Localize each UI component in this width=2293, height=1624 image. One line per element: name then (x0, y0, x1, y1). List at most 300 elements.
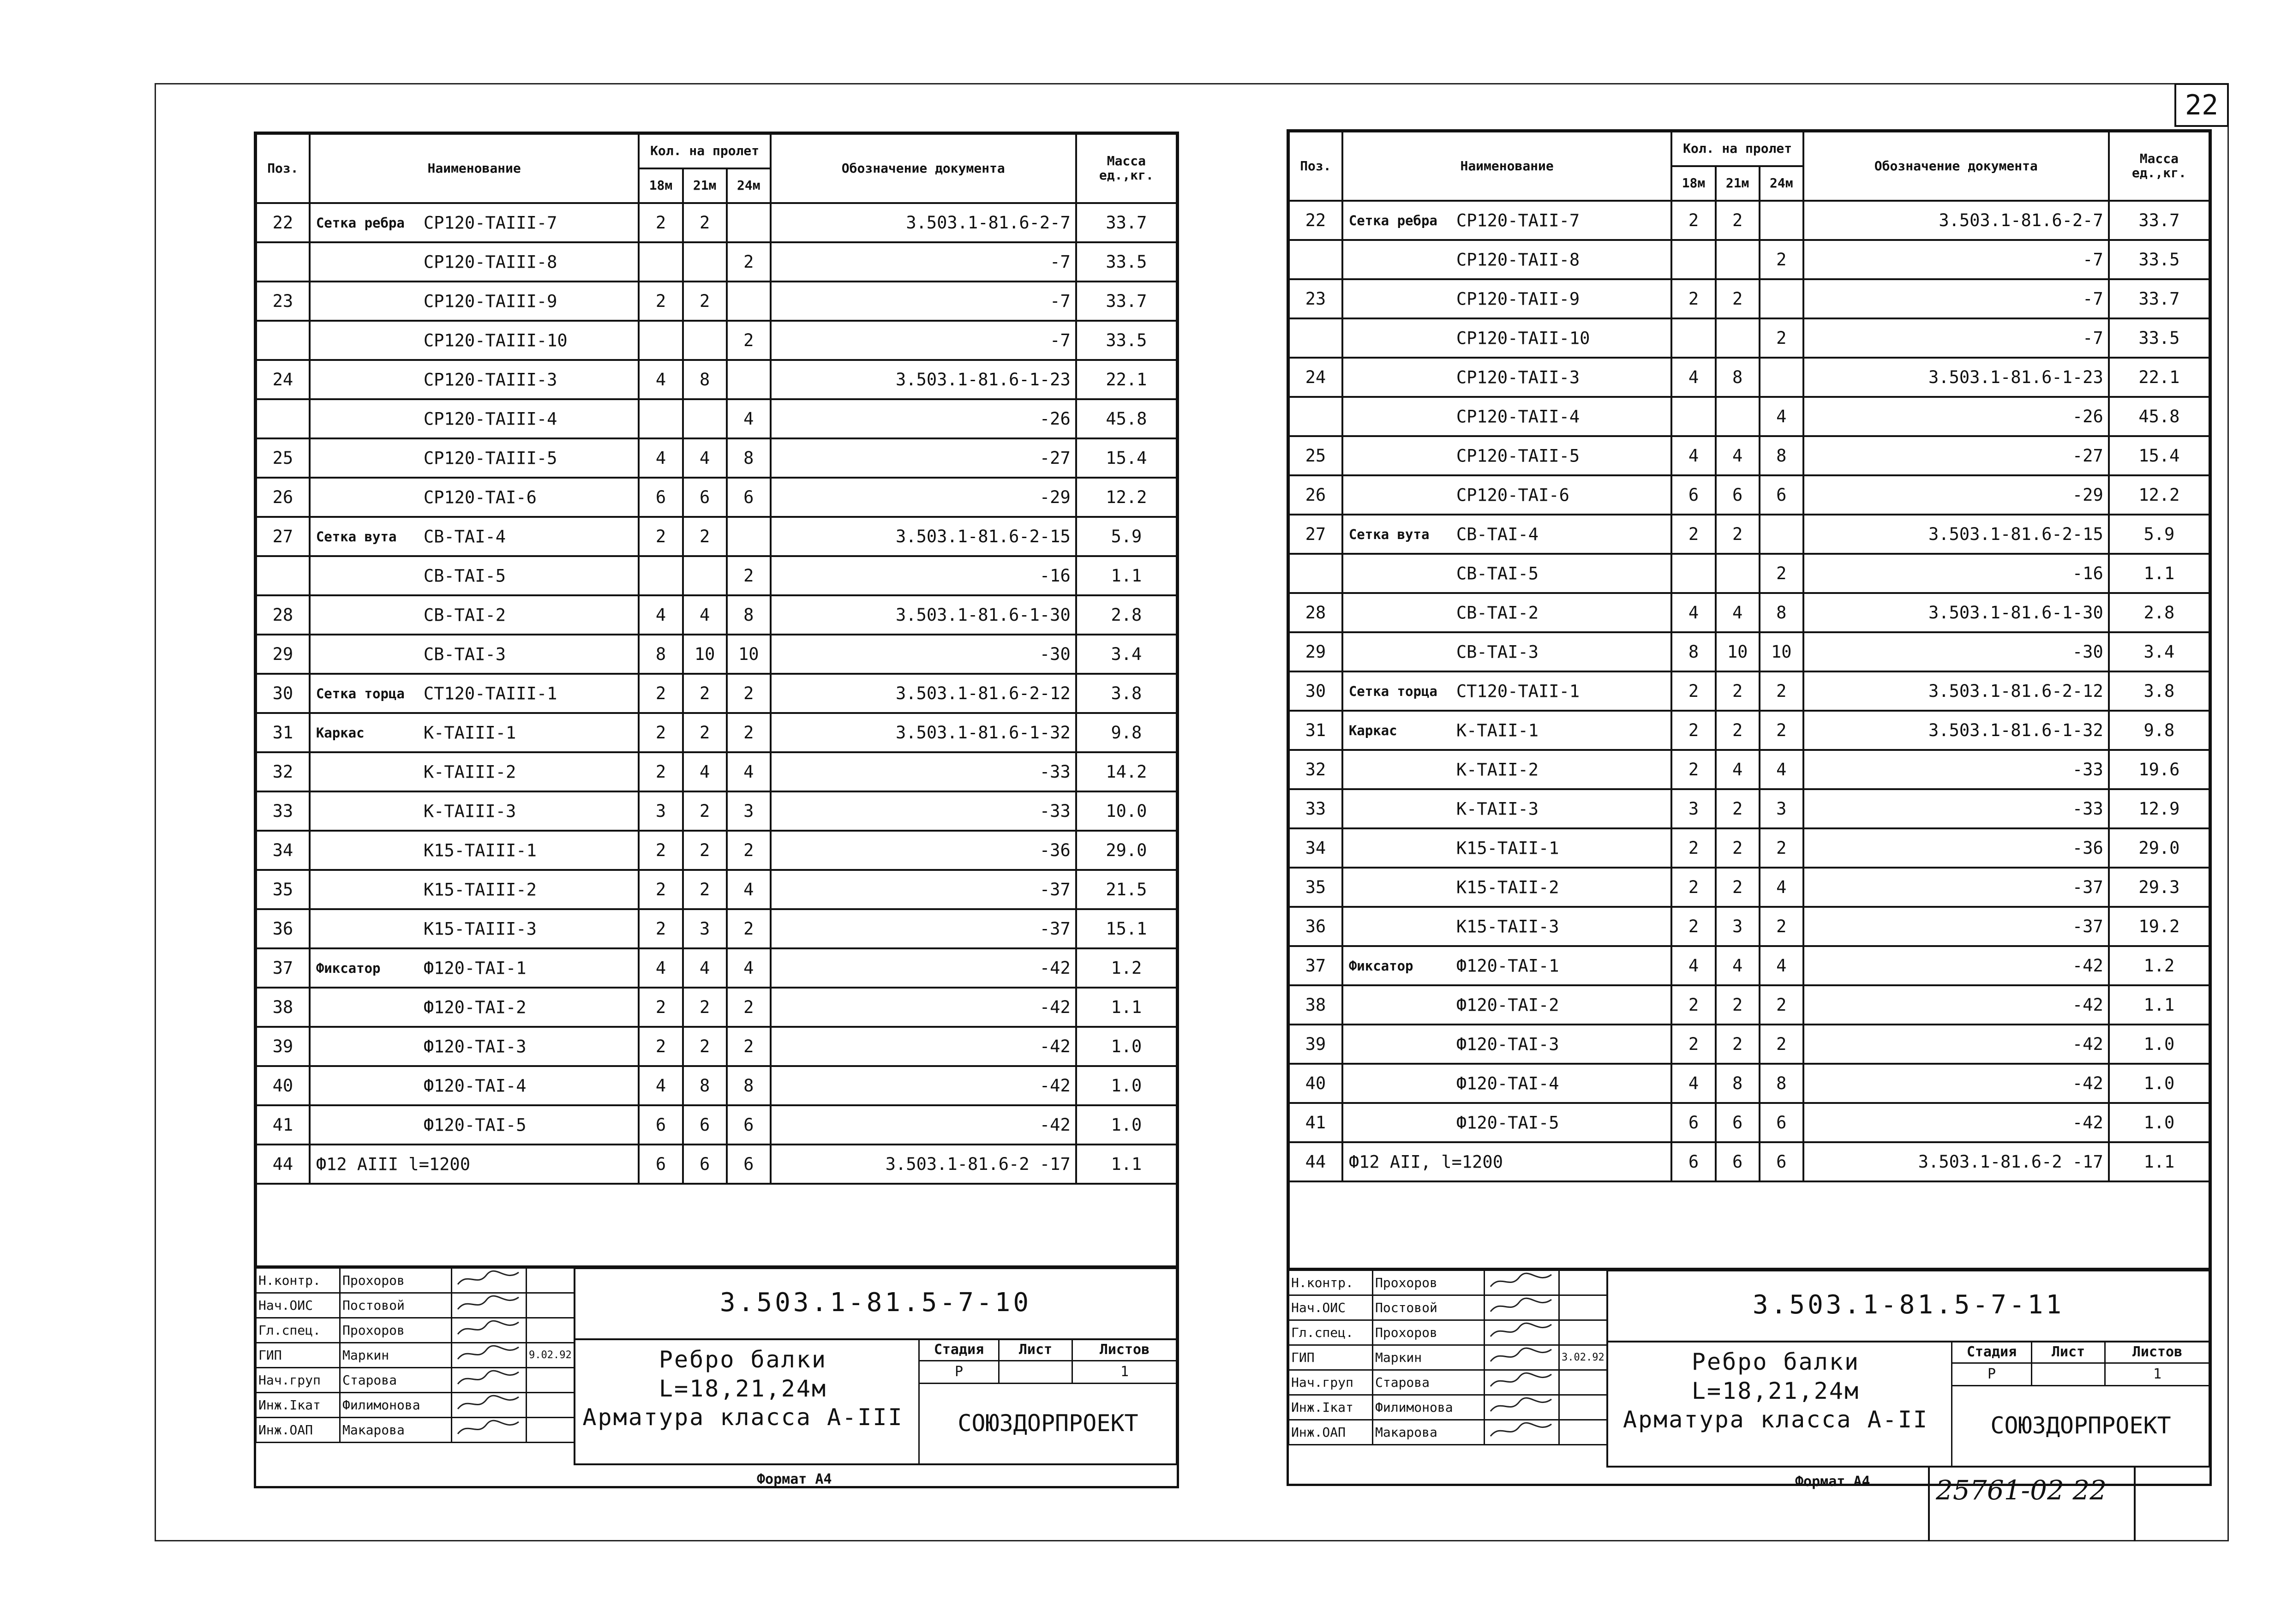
cell-doc: -33 (1803, 750, 2109, 789)
cell-mass: 22.1 (1076, 360, 1177, 399)
cell-mass: 1.1 (2109, 1142, 2209, 1181)
cell-doc: -33 (771, 791, 1076, 831)
signature-mark (1485, 1270, 1559, 1295)
table-row (1289, 475, 2209, 515)
signature-row (1289, 1370, 1607, 1395)
signature-row (1289, 1320, 1607, 1345)
cell-name (310, 831, 639, 870)
item-code: Ф120-ТАI-1 (1456, 956, 1559, 976)
cell-qty-24: 6 (1760, 1142, 1803, 1181)
header-name: Наименование (1342, 132, 1672, 201)
item-code: К15-ТАII-2 (1456, 877, 1559, 897)
cell-mass: 12.2 (2109, 475, 2209, 515)
item-code: СР120-ТАIII-10 (423, 330, 568, 350)
cell-qty-24: 6 (1760, 475, 1803, 515)
cell-qty-21: 2 (1716, 671, 1760, 711)
cell-qty-24: 8 (727, 438, 771, 478)
cell-pos (1289, 397, 1342, 436)
cell-qty-24: 2 (1760, 240, 1803, 279)
cell-doc: -42 (1803, 1103, 2109, 1142)
cell-pos: 40 (256, 1066, 310, 1105)
cell-pos: 40 (1289, 1064, 1342, 1103)
item-code: Ф12 АIII l=1200 (316, 1154, 470, 1174)
item-code: СР120-ТАIII-9 (423, 291, 557, 311)
cell-name (1342, 1025, 1672, 1064)
item-code: СВ-ТАI-3 (1456, 642, 1539, 662)
cell-qty-21: 6 (1716, 475, 1760, 515)
cell-qty-21: 4 (1716, 593, 1760, 632)
cell-qty-21: 4 (683, 752, 727, 791)
left-format: Формат А4 (757, 1471, 832, 1487)
cell-qty-24: 2 (1760, 671, 1803, 711)
left-title-line2: L=18,21,24м (659, 1375, 827, 1402)
cell-mass: 14.2 (1076, 752, 1177, 791)
cell-mass: 1.0 (2109, 1025, 2209, 1064)
header-span-24: 24м (727, 168, 771, 203)
table-row (1289, 946, 2209, 985)
header-span-24: 24м (1760, 166, 1803, 201)
signature-name: Прохоров (340, 1268, 452, 1293)
cell-mass: 3.4 (1076, 635, 1177, 674)
cell-qty-21: 3 (683, 909, 727, 948)
cell-qty-18: 6 (639, 1105, 683, 1145)
signature-date (527, 1418, 575, 1443)
right-sheets-value: 1 (2104, 1362, 2210, 1386)
cell-mass: 1.1 (2109, 554, 2209, 593)
signature-date (1559, 1370, 1607, 1395)
signature-date (1559, 1270, 1607, 1295)
cell-qty-21: 2 (1716, 1025, 1760, 1064)
cell-mass: 33.5 (2109, 318, 2209, 358)
left-organization: СОЮЗДОРПРОЕКТ (958, 1410, 1138, 1437)
table-row (256, 948, 1177, 988)
signature-mark (452, 1318, 527, 1343)
right-title-line2: L=18,21,24м (1691, 1377, 1860, 1404)
table-row (256, 438, 1177, 478)
right-blank-area (1288, 1182, 2210, 1270)
cell-qty-18: 4 (1671, 946, 1715, 985)
signature-name: Старова (1373, 1370, 1485, 1395)
cell-doc: -42 (771, 1066, 1076, 1105)
cell-doc: -27 (771, 438, 1076, 478)
cell-qty-24 (1760, 515, 1803, 554)
item-code: К15-ТАII-3 (1456, 917, 1559, 936)
table-row (256, 674, 1177, 713)
signature-role: Нач.груп (1289, 1370, 1373, 1395)
item-code: СВ-ТАI-2 (1456, 603, 1539, 623)
cell-qty-24: 8 (1760, 436, 1803, 475)
table-row (1289, 828, 2209, 868)
cell-name (1342, 475, 1672, 515)
cell-pos (1289, 240, 1342, 279)
cell-pos: 31 (256, 713, 310, 752)
cell-name (1342, 1103, 1672, 1142)
cell-name (310, 988, 639, 1027)
cell-pos: 25 (256, 438, 310, 478)
cell-qty-21: 4 (1716, 946, 1760, 985)
right-sheet-header: Лист (2031, 1341, 2106, 1364)
cell-pos: 35 (256, 870, 310, 909)
cell-qty-21: 2 (1716, 828, 1760, 868)
table-row (1289, 1103, 2209, 1142)
cell-mass: 19.6 (2109, 750, 2209, 789)
table-row (256, 556, 1177, 595)
cell-pos (256, 399, 310, 438)
cell-qty-18: 2 (639, 517, 683, 556)
cell-name (310, 282, 639, 321)
cell-qty-18: 2 (1671, 1025, 1715, 1064)
cell-qty-18: 2 (639, 282, 683, 321)
table-row (256, 1027, 1177, 1066)
table-row (256, 282, 1177, 321)
cell-doc: -7 (1803, 279, 2109, 318)
cell-pos: 27 (256, 517, 310, 556)
signature-row (1289, 1345, 1607, 1370)
right-organization: СОЮЗДОРПРОЕКТ (1990, 1412, 2171, 1439)
item-code: К-ТАII-2 (1456, 760, 1539, 779)
item-group-label: Каркас (1348, 722, 1397, 738)
cell-mass: 29.0 (1076, 831, 1177, 870)
cell-doc: 3.503.1-81.6-2-15 (1803, 515, 2109, 554)
cell-qty-18 (1671, 397, 1715, 436)
cell-name (310, 791, 639, 831)
cell-qty-21 (1716, 554, 1760, 593)
cell-qty-24: 4 (727, 399, 771, 438)
item-code: СР120-ТАII-4 (1456, 407, 1580, 426)
cell-name (1342, 789, 1672, 828)
signature-mark (1485, 1320, 1559, 1345)
cell-mass: 3.8 (1076, 674, 1177, 713)
cell-mass: 5.9 (1076, 517, 1177, 556)
right-format: Формат А4 (1795, 1474, 1870, 1490)
table-row (256, 1105, 1177, 1145)
cell-mass: 29.0 (2109, 828, 2209, 868)
cell-qty-21: 8 (1716, 1064, 1760, 1103)
right-spec-table (1288, 131, 2210, 1182)
cell-mass: 1.0 (1076, 1027, 1177, 1066)
cell-qty-24: 2 (727, 321, 771, 360)
signature-row (1289, 1270, 1607, 1295)
cell-qty-18: 6 (1671, 1142, 1715, 1181)
table-row (1289, 436, 2209, 475)
cell-pos (1289, 318, 1342, 358)
left-signatures (255, 1267, 575, 1443)
cell-name (1342, 279, 1672, 318)
cell-qty-24 (1760, 358, 1803, 397)
right-title (1610, 1348, 1942, 1434)
cell-pos: 25 (1289, 436, 1342, 475)
cell-mass: 1.1 (1076, 1145, 1177, 1184)
cell-qty-21: 2 (683, 713, 727, 752)
cell-name (1342, 397, 1672, 436)
right-stage-header: Стадия (1951, 1341, 2032, 1364)
cell-qty-18: 2 (1671, 279, 1715, 318)
table-row (1289, 1142, 2209, 1181)
cell-name (310, 752, 639, 791)
cell-name (310, 399, 639, 438)
cell-qty-21 (683, 556, 727, 595)
cell-qty-21: 3 (1716, 907, 1760, 946)
cell-qty-21: 4 (683, 438, 727, 478)
cell-doc: 3.503.1-81.6-2 -17 (1803, 1142, 2109, 1181)
signature-name: Постовой (340, 1293, 452, 1318)
table-row (256, 831, 1177, 870)
cell-qty-24 (727, 282, 771, 321)
cell-pos: 28 (1289, 593, 1342, 632)
cell-pos: 37 (1289, 946, 1342, 985)
cell-pos (256, 321, 310, 360)
cell-doc: -42 (771, 1027, 1076, 1066)
cell-qty-21: 2 (683, 282, 727, 321)
cell-name (1342, 201, 1672, 240)
cell-doc: -27 (1803, 436, 2109, 475)
table-row (1289, 279, 2209, 318)
item-group-label: Сетка торца (316, 685, 405, 701)
cell-pos: 35 (1289, 868, 1342, 907)
left-sheet-value (998, 1360, 1073, 1384)
cell-pos: 33 (1289, 789, 1342, 828)
cell-mass: 5.9 (2109, 515, 2209, 554)
cell-qty-21: 6 (1716, 1103, 1760, 1142)
header-span-21: 21м (683, 168, 727, 203)
cell-qty-24: 6 (1760, 1103, 1803, 1142)
signature-mark (452, 1268, 527, 1293)
cell-qty-24: 4 (727, 752, 771, 791)
cell-qty-24: 8 (1760, 1064, 1803, 1103)
cell-name (310, 517, 639, 556)
cell-pos: 36 (256, 909, 310, 948)
table-row (256, 478, 1177, 517)
cell-qty-18: 6 (639, 1145, 683, 1184)
cell-mass: 10.0 (1076, 791, 1177, 831)
table-row (1289, 985, 2209, 1025)
cell-qty-24: 4 (727, 948, 771, 988)
cell-qty-21: 2 (683, 674, 727, 713)
cell-mass: 3.4 (2109, 632, 2209, 671)
cell-qty-24: 2 (727, 713, 771, 752)
signature-date (527, 1268, 575, 1293)
cell-qty-24: 2 (1760, 907, 1803, 946)
cell-qty-18: 4 (639, 438, 683, 478)
cell-pos: 41 (1289, 1103, 1342, 1142)
table-row (1289, 711, 2209, 750)
cell-qty-18: 8 (1671, 632, 1715, 671)
cell-qty-24: 4 (1760, 397, 1803, 436)
cell-name (1342, 868, 1672, 907)
signature-row (256, 1368, 575, 1393)
item-code: К-ТАIII-3 (423, 801, 516, 821)
cell-mass: 15.1 (1076, 909, 1177, 948)
table-row (1289, 907, 2209, 946)
cell-qty-18: 2 (1671, 711, 1715, 750)
cell-doc: -42 (771, 948, 1076, 988)
cell-pos: 23 (256, 282, 310, 321)
signature-row (256, 1343, 575, 1368)
cell-mass: 45.8 (1076, 399, 1177, 438)
cell-mass: 2.8 (2109, 593, 2209, 632)
cell-qty-24: 10 (727, 635, 771, 674)
signature-role: Гл.спец. (256, 1318, 340, 1343)
cell-qty-24: 2 (727, 556, 771, 595)
table-row (1289, 671, 2209, 711)
cell-qty-21: 8 (683, 360, 727, 399)
cell-name (1342, 828, 1672, 868)
item-code: Ф120-ТАI-2 (423, 997, 527, 1017)
left-title-line3: Арматура класса А-III (582, 1404, 904, 1431)
table-row (1289, 1025, 2209, 1064)
cell-qty-24: 4 (727, 870, 771, 909)
item-code: СР120-ТАI-6 (423, 487, 537, 507)
cell-name (1342, 358, 1672, 397)
cell-qty-18: 2 (1671, 750, 1715, 789)
cell-name (1342, 671, 1672, 711)
signature-name: Прохоров (1373, 1270, 1485, 1295)
item-code: СР120-ТАII-10 (1456, 328, 1590, 348)
cell-qty-24: 2 (727, 1027, 771, 1066)
signature-mark (1485, 1345, 1559, 1370)
cell-qty-21: 2 (1716, 201, 1760, 240)
cell-qty-24: 2 (1760, 828, 1803, 868)
cell-mass: 12.2 (1076, 478, 1177, 517)
cell-qty-21: 4 (683, 595, 727, 635)
signature-date (527, 1293, 575, 1318)
cell-qty-24 (1760, 279, 1803, 318)
signature-date (527, 1393, 575, 1418)
cell-mass: 33.5 (2109, 240, 2209, 279)
signature-row (256, 1268, 575, 1293)
table-row (256, 752, 1177, 791)
cell-pos: 44 (1289, 1142, 1342, 1181)
cell-qty-24: 2 (1760, 985, 1803, 1025)
cell-qty-24: 6 (727, 1105, 771, 1145)
cell-mass: 33.7 (2109, 279, 2209, 318)
cell-doc: 3.503.1-81.6-2-7 (771, 203, 1076, 242)
item-code: СР120-ТАII-9 (1456, 289, 1580, 309)
cell-qty-21: 6 (683, 1105, 727, 1145)
table-row (256, 791, 1177, 831)
cell-qty-18: 2 (639, 988, 683, 1027)
item-code: К15-ТАIII-3 (423, 919, 537, 939)
cell-qty-21: 2 (683, 791, 727, 831)
signature-date (1559, 1420, 1607, 1445)
cell-mass: 33.7 (1076, 203, 1177, 242)
cell-pos: 28 (256, 595, 310, 635)
cell-doc: 3.503.1-81.6-1-30 (771, 595, 1076, 635)
cell-doc: -16 (1803, 554, 2109, 593)
cell-doc: 3.503.1-81.6-2-12 (771, 674, 1076, 713)
cell-pos: 23 (1289, 279, 1342, 318)
cell-qty-21: 10 (683, 635, 727, 674)
cell-name (310, 438, 639, 478)
cell-qty-21: 2 (1716, 985, 1760, 1025)
cell-mass: 33.5 (1076, 321, 1177, 360)
left-sheets-header: Листов (1072, 1338, 1178, 1361)
cell-qty-18 (639, 242, 683, 282)
left-doc-number: 3.503.1-81.5-7-10 (719, 1288, 1032, 1318)
right-stage-value: Р (1951, 1362, 2032, 1386)
cell-mass: 15.4 (2109, 436, 2209, 475)
cell-mass: 15.4 (1076, 438, 1177, 478)
table-row (256, 321, 1177, 360)
cell-doc: 3.503.1-81.6-1-23 (1803, 358, 2109, 397)
cell-pos: 24 (256, 360, 310, 399)
cell-qty-24: 2 (1760, 554, 1803, 593)
cell-pos: 33 (256, 791, 310, 831)
item-code: СТ120-ТАII-1 (1456, 681, 1580, 701)
item-group-label: Сетка вута (1348, 526, 1430, 542)
cell-qty-24: 2 (727, 674, 771, 713)
signature-mark (452, 1393, 527, 1418)
cell-qty-24: 8 (1760, 593, 1803, 632)
signature-row (1289, 1395, 1607, 1420)
header-qty: Кол. на пролет (639, 134, 770, 168)
cell-qty-18: 4 (1671, 593, 1715, 632)
cell-qty-18: 4 (639, 595, 683, 635)
table-row (256, 399, 1177, 438)
signature-role: ГИП (256, 1343, 340, 1368)
cell-name (310, 203, 639, 242)
left-sheets-value: 1 (1072, 1360, 1178, 1384)
cell-qty-21: 2 (683, 870, 727, 909)
item-code: СТ120-ТАIII-1 (423, 683, 557, 703)
cell-doc: 3.503.1-81.6-1-30 (1803, 593, 2109, 632)
signature-name: Макарова (1373, 1420, 1485, 1445)
cell-mass: 21.5 (1076, 870, 1177, 909)
cell-mass: 1.0 (1076, 1066, 1177, 1105)
cell-doc: -30 (771, 635, 1076, 674)
cell-name (1342, 515, 1672, 554)
table-row (1289, 240, 2209, 279)
cell-qty-21 (1716, 397, 1760, 436)
cell-qty-24: 6 (727, 1145, 771, 1184)
cell-qty-24: 2 (1760, 1025, 1803, 1064)
cell-qty-18: 2 (639, 203, 683, 242)
cell-pos: 29 (1289, 632, 1342, 671)
cell-qty-21 (683, 242, 727, 282)
cell-mass: 22.1 (2109, 358, 2209, 397)
cell-doc: 3.503.1-81.6-2 -17 (771, 1145, 1076, 1184)
cell-pos: 30 (1289, 671, 1342, 711)
cell-name (1342, 711, 1672, 750)
signature-mark (452, 1343, 527, 1368)
cell-mass: 1.1 (1076, 556, 1177, 595)
item-code: Ф12 АII, l=1200 (1348, 1152, 1503, 1172)
item-code: К15-ТАIII-2 (423, 880, 537, 899)
cell-doc: -16 (771, 556, 1076, 595)
signature-name: Постовой (1373, 1295, 1485, 1320)
cell-doc: 3.503.1-81.6-2-7 (1803, 201, 2109, 240)
signature-row (256, 1393, 575, 1418)
cell-qty-18: 2 (1671, 828, 1715, 868)
cell-name (310, 1027, 639, 1066)
cell-qty-24: 6 (727, 478, 771, 517)
signature-row (1289, 1420, 1607, 1445)
cell-qty-21: 2 (1716, 789, 1760, 828)
item-code: СР120-ТАIII-4 (423, 409, 557, 429)
header-qty: Кол. на пролет (1671, 132, 1803, 166)
cell-qty-21: 8 (683, 1066, 727, 1105)
cell-pos: 32 (256, 752, 310, 791)
item-code: Ф120-ТАI-2 (1456, 995, 1559, 1015)
cell-qty-24: 8 (727, 1066, 771, 1105)
signature-row (256, 1318, 575, 1343)
cell-mass: 45.8 (2109, 397, 2209, 436)
cell-qty-21: 4 (683, 948, 727, 988)
cell-doc: 3.503.1-81.6-1-23 (771, 360, 1076, 399)
cell-pos: 44 (256, 1145, 310, 1184)
header-mass: Масса ед.,кг. (2109, 132, 2209, 201)
cell-doc: -7 (771, 242, 1076, 282)
